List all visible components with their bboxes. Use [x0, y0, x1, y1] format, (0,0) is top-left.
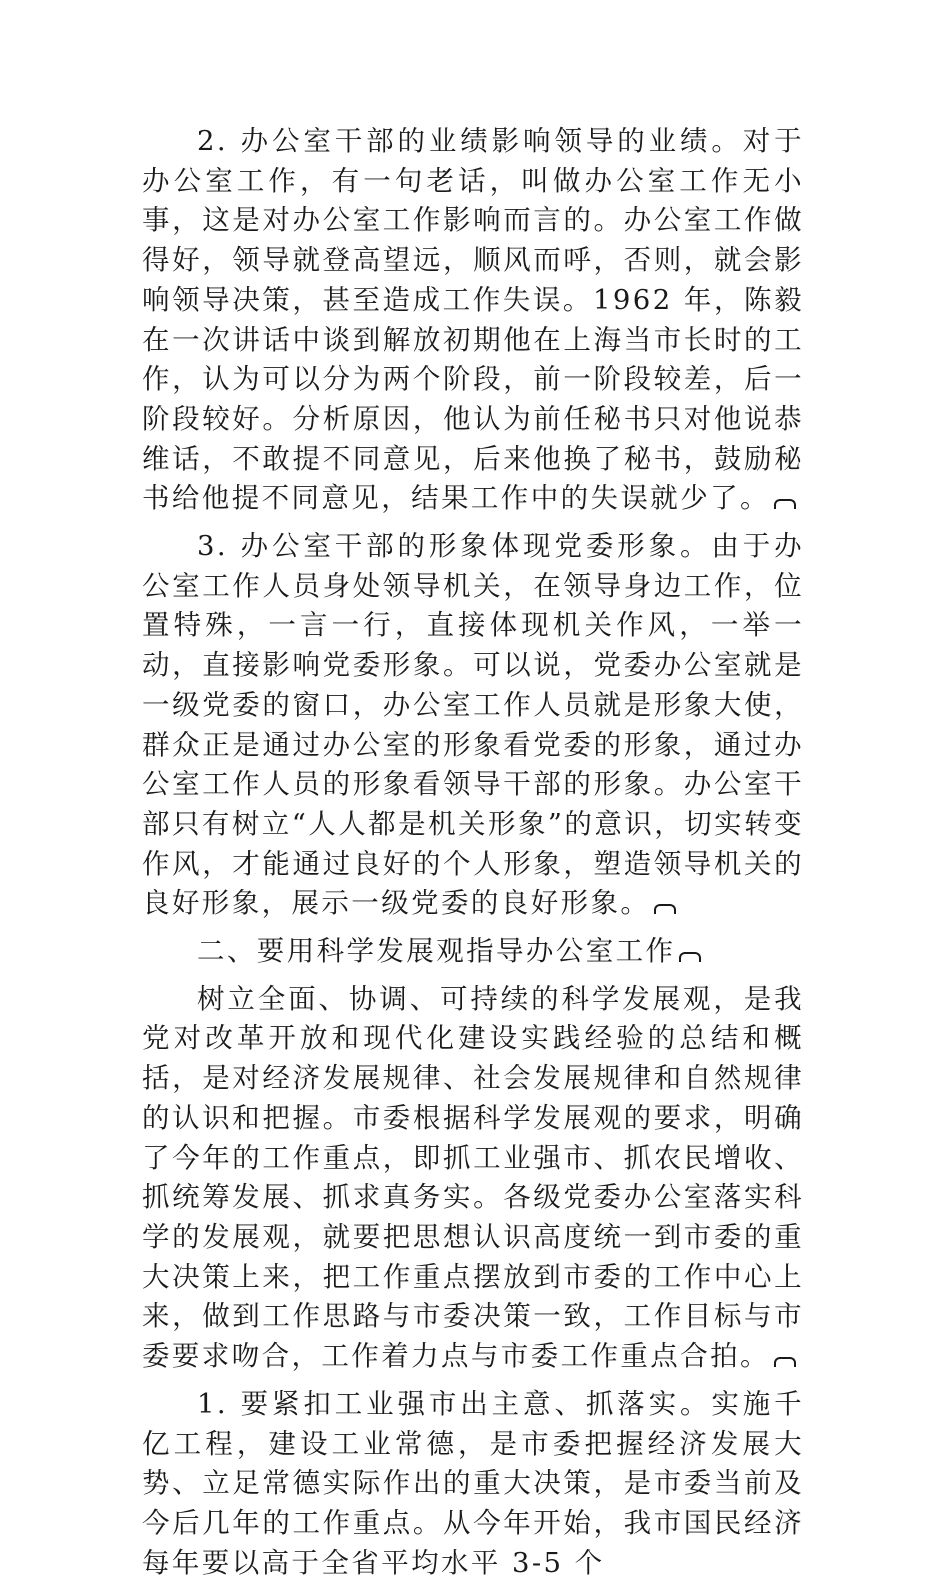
paragraph-text: 1. 要紧扣工业强市出主意、抓落实。实施千亿工程，建设工业常德，是市委把握经济发展大势、立足常德实际作出的重大决策，是市委当前及今后几年的工作重点。从今年开始，我市国民经济每年要以高于全省平均水平 3-5 个: [142, 1387, 804, 1579]
paragraph-mark-icon: [774, 499, 796, 509]
paragraph-text: 2. 办公室干部的业绩影响领导的业绩。对于办公室工作，有一句老话，叫做办公室工作无小事，这是对办公室工作影响而言的。办公室工作做得好，领导就登高望远，顺风而呼，否则，就会影响领导决策，甚至造成工作失误。1962 年，陈毅在一次讲话中谈到解放初期他在上海当市长时的工作，认为可以分为两个阶段，前一阶段较差，后一阶段较好。分析原因，他认为前任秘书只对他说恭维话，不敢提不同意见，后来他换了秘书，鼓励秘书给他提不同意见，结果工作中的失误就少了。: [142, 125, 804, 515]
heading-text: 二、要用科学发展观指导办公室工作: [197, 935, 676, 968]
paragraph-industry-city: [142, 1385, 804, 1584]
document-body: [142, 122, 804, 1591]
paragraph-mark-icon: [654, 904, 676, 914]
paragraph-mark-icon: [774, 1357, 796, 1367]
section-heading-scientific-development: [142, 932, 804, 972]
paragraph-mark-icon: [679, 952, 701, 962]
paragraph-office-image: [142, 527, 804, 924]
paragraph-scientific-development: [142, 980, 804, 1377]
paragraph-office-performance: [142, 122, 804, 519]
paragraph-text: 树立全面、协调、可持续的科学发展观，是我党对改革开放和现代化建设实践经验的总结和概括，是对经济发展规律、社会发展规律和自然规律的认识和把握。市委根据科学发展观的要求，明确了今年的工作重点，即抓工业强市、抓农民增收、抓统筹发展、抓求真务实。各级党委办公室落实科学的发展观，就要把思想认识高度统一到市委的重大决策上来，把工作重点摆放到市委的工作中心上来，做到工作思路与市委决策一致，工作目标与市委要求吻合，工作着力点与市委工作重点合拍。: [142, 982, 804, 1373]
paragraph-text: 3. 办公室干部的形象体现党委形象。由于办公室工作人员身处领导机关，在领导身边工作，位置特殊，一言一行，直接体现机关作风，一举一动，直接影响党委形象。可以说，党委办公室就是一级党委的窗口，办公室工作人员就是形象大使，群众正是通过办公室的形象看党委的形象，通过办公室工作人员的形象看领导干部的形象。办公室干部只有树立“人人都是机关形象”的意识，切实转变作风，才能通过良好的个人形象，塑造领导机关的良好形象，展示一级党委的良好形象。: [142, 530, 804, 920]
